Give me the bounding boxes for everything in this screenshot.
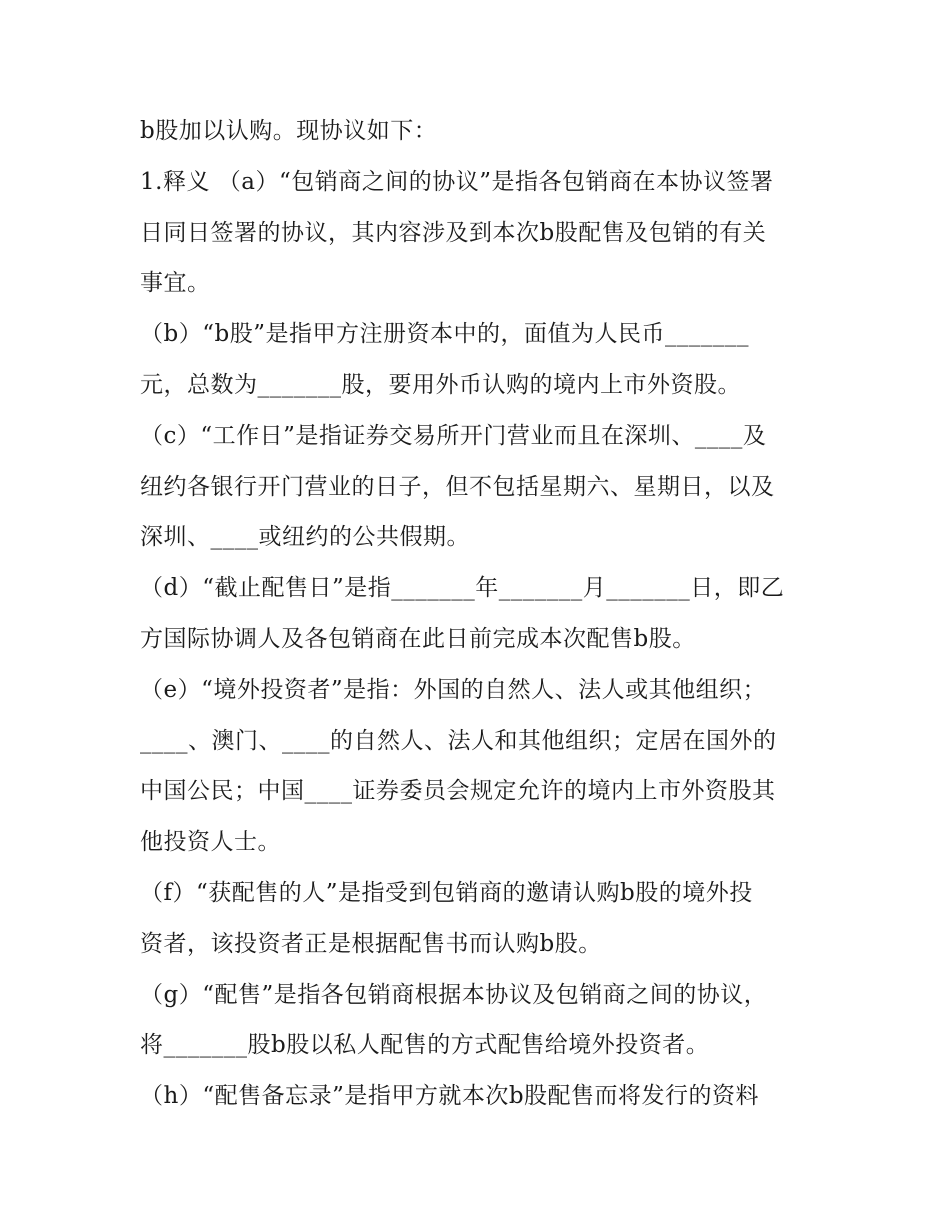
text-line: （b）“b股”是指甲方注册资本中的，面值为人民币_______: [140, 321, 749, 348]
text-line: 深圳、____或纽约的公共假期。: [140, 524, 470, 551]
text-line: b股加以认购。现协议如下：: [140, 118, 438, 144]
text-line: （e）“境外投资者”是指：外国的自然人、法人或其他组织；: [140, 676, 767, 703]
text-line: ____、澳门、____的自然人、法人和其他组织；定居在国外的: [140, 727, 777, 754]
text-line: 1.释义 （a）“包销商之间的协议”是指各包销商在本协议签署: [140, 168, 774, 195]
text-line: 元，总数为_______股，要用外币认购的境内上市外资股。: [140, 371, 741, 398]
text-line: 日同日签署的协议，其内容涉及到本次b股配售及包销的有关: [140, 219, 767, 246]
text-line: （c）“工作日”是指证券交易所开门营业而且在深圳、____及: [140, 422, 767, 449]
document-body: [140, 106, 840, 1122]
text-line: （d）“截止配售日”是指_______年_______月_______日，即乙: [140, 575, 785, 602]
text-line: 纽约各银行开门营业的日子，但不包括星期六、星期日，以及: [140, 473, 775, 500]
text-line: 资者，该投资者正是根据配售书而认购b股。: [140, 930, 602, 957]
text-line: 他投资人士。: [140, 829, 281, 856]
text-line: （f）“获配售的人”是指受到包销商的邀请认购b股的境外投: [140, 879, 753, 906]
text-line: 事宜。: [140, 270, 211, 297]
text-line: 将_______股b股以私人配售的方式配售给境外投资者。: [140, 1032, 710, 1059]
text-line: （h）“配售备忘录”是指甲方就本次b股配售而将发行的资料: [140, 1083, 760, 1110]
text-line: （g）“配售”是指各包销商根据本协议及包销商之间的协议，: [140, 981, 768, 1008]
text-line: 方国际协调人及各包销商在此日前完成本次配售b股。: [140, 625, 696, 652]
text-line: 中国公民；中国____证券委员会规定允许的境内上市外资股其: [140, 778, 776, 805]
